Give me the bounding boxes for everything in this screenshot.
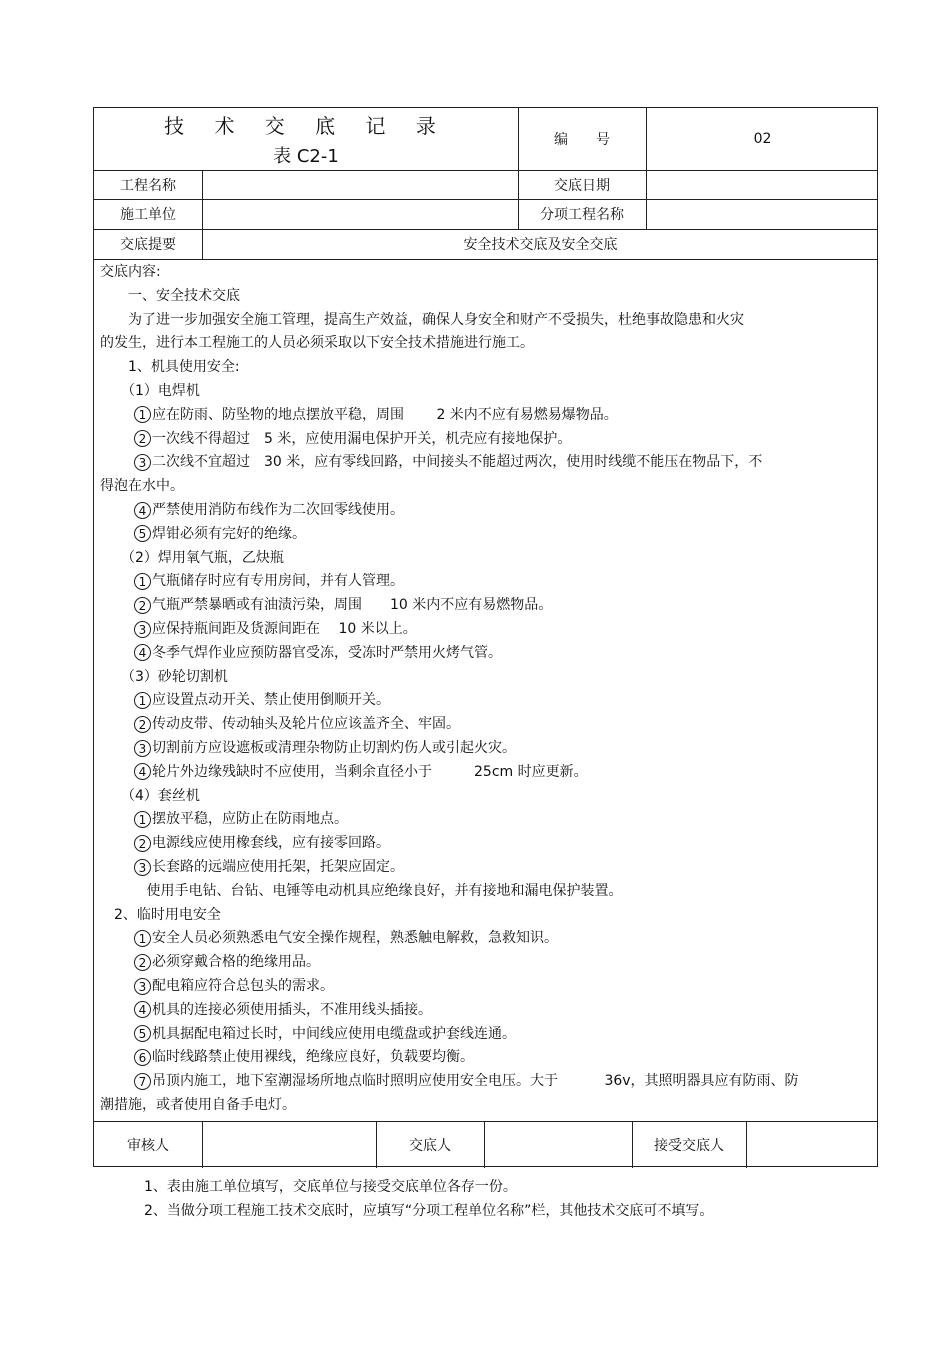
content-text: 二次线不宜超过 30 米，应有零线回路，中间接头不能超过两次，使用时线缆不能压在物品下，不 bbox=[152, 454, 763, 471]
date-field[interactable] bbox=[646, 170, 879, 199]
numbered-circle-icon: 1 bbox=[134, 811, 151, 828]
date-label: 交底日期 bbox=[554, 177, 610, 194]
footnote-1: 1、表由施工单位填写，交底单位与接受交底单位各存一份。 bbox=[144, 1179, 517, 1195]
content-line bbox=[134, 405, 867, 425]
content-line bbox=[100, 476, 867, 496]
content-line bbox=[134, 643, 867, 663]
content-line bbox=[100, 333, 867, 353]
content-text: 配电箱应符合总包头的需求。 bbox=[152, 978, 334, 994]
content-line bbox=[100, 1095, 867, 1115]
content-line bbox=[134, 690, 867, 710]
numbered-circle-icon: 1 bbox=[134, 692, 151, 709]
construction-unit-label: 施工单位 bbox=[120, 207, 176, 223]
numbered-circle-icon: 6 bbox=[134, 1049, 151, 1066]
numbered-circle-icon: 2 bbox=[134, 954, 151, 971]
numbered-circle-icon: 2 bbox=[134, 430, 151, 447]
content-line bbox=[134, 452, 867, 472]
content-line bbox=[134, 714, 867, 734]
content-text: 交底内容: bbox=[100, 264, 161, 280]
content-text: 为了进一步加强安全施工管理，提高生产效益，确保人身安全和财产不受损失，杜绝事故隐患和火灾 bbox=[100, 311, 744, 328]
numbered-circle-icon: 2 bbox=[134, 716, 151, 733]
content-text: 切割前方应设遮板或清理杂物防止切割灼伤人或引起火灾。 bbox=[152, 740, 516, 756]
reviewer-label: 审核人 bbox=[127, 1137, 169, 1154]
numbered-circle-icon: 3 bbox=[134, 621, 151, 638]
summary-value[interactable]: 安全技术交底及安全交底 bbox=[463, 237, 618, 253]
content-line bbox=[134, 928, 867, 948]
disclosure-content bbox=[94, 259, 877, 1121]
content-text: 气瓶储存时应有专用房间，并有人管理。 bbox=[152, 573, 404, 590]
form-title: 技 术 交 底 记 录 bbox=[164, 113, 448, 138]
content-text: 使用手电钻、台钻、电锤等电动机具应绝缘良好，并有接地和漏电保护装置。 bbox=[100, 882, 623, 899]
content-text: 严禁使用消防布线作为二次回零线使用。 bbox=[152, 502, 404, 518]
discloser-field[interactable] bbox=[484, 1121, 632, 1168]
sub-project-label: 分项工程名称 bbox=[540, 207, 624, 223]
numbered-circle-icon: 5 bbox=[134, 525, 151, 542]
receiver-field[interactable] bbox=[746, 1121, 879, 1168]
content-line bbox=[134, 762, 867, 782]
numbered-circle-icon: 4 bbox=[134, 1001, 151, 1018]
content-text: （1）电焊机 bbox=[100, 383, 200, 399]
reviewer-field[interactable] bbox=[202, 1121, 376, 1168]
content-line bbox=[100, 786, 867, 806]
content-line bbox=[100, 262, 867, 282]
content-text: （2）焊用氧气瓶，乙炔瓶 bbox=[100, 549, 284, 566]
content-text: 机具的连接必须使用插头，不准用线头插接。 bbox=[152, 1001, 432, 1018]
content-line bbox=[134, 595, 867, 615]
content-text: 的发生，进行本工程施工的人员必须采取以下安全技术措施进行施工。 bbox=[100, 335, 534, 352]
content-line bbox=[134, 571, 867, 591]
content-text: 摆放平稳，应防止在防雨地点。 bbox=[152, 811, 348, 828]
content-line bbox=[100, 548, 867, 568]
content-line bbox=[134, 500, 867, 520]
content-text: 一、安全技术交底 bbox=[100, 287, 240, 304]
content-text: 临时线路禁止使用裸线，绝缘应良好，负载要均衡。 bbox=[152, 1049, 474, 1066]
content-line bbox=[100, 667, 867, 687]
content-line bbox=[134, 1071, 867, 1091]
content-line bbox=[134, 1024, 867, 1044]
content-text: 电源线应使用橡套线，应有接零回路。 bbox=[152, 835, 390, 852]
content-text: 机具据配电箱过长时，中间线应使用电缆盘或护套线连通。 bbox=[152, 1025, 516, 1042]
content-text: （3）砂轮切割机 bbox=[100, 668, 228, 685]
content-text: 焊钳必须有完好的绝缘。 bbox=[152, 525, 306, 542]
discloser-label: 交底人 bbox=[409, 1137, 451, 1154]
numbered-circle-icon: 5 bbox=[134, 1025, 151, 1042]
project-name-label: 工程名称 bbox=[120, 177, 176, 194]
content-line bbox=[134, 429, 867, 449]
numbered-circle-icon: 1 bbox=[134, 573, 151, 590]
content-line bbox=[100, 310, 867, 330]
content-line bbox=[100, 881, 867, 901]
content-text: 潮措施，或者使用自备手电灯。 bbox=[100, 1097, 296, 1113]
content-text: 气瓶严禁暴晒或有油渍污染，周围 10 米内不应有易燃物品。 bbox=[152, 597, 553, 614]
content-line bbox=[100, 905, 867, 925]
number-value[interactable]: 02 bbox=[753, 131, 772, 147]
form-code: 表 C2-1 bbox=[273, 146, 339, 167]
construction-unit-field[interactable] bbox=[202, 199, 518, 229]
content-text: 应保持瓶间距及货源间距在 10 米以上。 bbox=[152, 621, 417, 637]
content-text: 安全人员必须熟悉电气安全操作规程，熟悉触电解救，急救知识。 bbox=[152, 930, 558, 947]
content-text: 1、机具使用安全: bbox=[100, 359, 240, 376]
content-line bbox=[100, 286, 867, 306]
content-line bbox=[100, 357, 867, 377]
content-line bbox=[134, 738, 867, 758]
numbered-circle-icon: 7 bbox=[134, 1073, 151, 1090]
content-text: （4）套丝机 bbox=[100, 787, 200, 804]
content-line bbox=[134, 833, 867, 853]
numbered-circle-icon: 4 bbox=[134, 763, 151, 780]
content-line bbox=[134, 524, 867, 544]
numbered-circle-icon: 3 bbox=[134, 859, 151, 876]
content-text: 2、临时用电安全 bbox=[100, 906, 221, 923]
content-text: 吊顶内施工，地下室潮湿场所地点临时照明应使用安全电压。大于 36v，其照明器具应有防雨、防 bbox=[152, 1073, 799, 1090]
content-text: 必须穿戴合格的绝缘用品。 bbox=[152, 954, 320, 971]
numbered-circle-icon: 4 bbox=[134, 502, 151, 519]
content-text: 传动皮带、传动轴头及轮片位应该盖齐全、牢固。 bbox=[152, 716, 460, 733]
sub-project-field[interactable] bbox=[646, 199, 879, 229]
content-line bbox=[100, 381, 867, 401]
number-label: 编 号 bbox=[554, 132, 610, 148]
content-text: 应在防雨、防坠物的地点摆放平稳，周围 2 米内不应有易燃易爆物品。 bbox=[152, 406, 618, 423]
content-line bbox=[134, 952, 867, 972]
numbered-circle-icon: 3 bbox=[134, 454, 151, 471]
numbered-circle-icon: 2 bbox=[134, 835, 151, 852]
content-text: 冬季气焊作业应预防器官受冻，受冻时严禁用火烤气管。 bbox=[152, 644, 502, 661]
content-text: 长套路的远端应使用托架，托架应固定。 bbox=[152, 859, 404, 875]
numbered-circle-icon: 1 bbox=[134, 930, 151, 947]
footnote-2: 2、当做分项工程施工技术交底时，应填写“分项工程单位名称”栏，其他技术交底可不填写。 bbox=[144, 1203, 714, 1219]
receiver-label: 接受交底人 bbox=[654, 1137, 724, 1154]
content-text: 得泡在水中。 bbox=[100, 478, 184, 495]
content-line bbox=[134, 857, 867, 877]
numbered-circle-icon: 2 bbox=[134, 597, 151, 614]
content-line bbox=[134, 1000, 867, 1020]
content-line bbox=[134, 1047, 867, 1067]
content-line bbox=[134, 809, 867, 829]
numbered-circle-icon: 1 bbox=[134, 406, 151, 423]
disclosure-form bbox=[93, 107, 878, 1167]
summary-label: 交底提要 bbox=[120, 237, 176, 253]
content-text: 应设置点动开关、禁止使用倒顺开关。 bbox=[152, 692, 390, 709]
content-line bbox=[134, 619, 867, 639]
numbered-circle-icon: 3 bbox=[134, 740, 151, 757]
content-text: 一次线不得超过 5 米，应使用漏电保护开关，机壳应有接地保护。 bbox=[152, 430, 572, 447]
project-name-field[interactable] bbox=[202, 170, 518, 199]
numbered-circle-icon: 4 bbox=[134, 644, 151, 661]
numbered-circle-icon: 3 bbox=[134, 978, 151, 995]
content-text: 轮片外边缘残缺时不应使用，当剩余直径小于 25cm 时应更新。 bbox=[152, 763, 588, 780]
content-line bbox=[134, 976, 867, 996]
